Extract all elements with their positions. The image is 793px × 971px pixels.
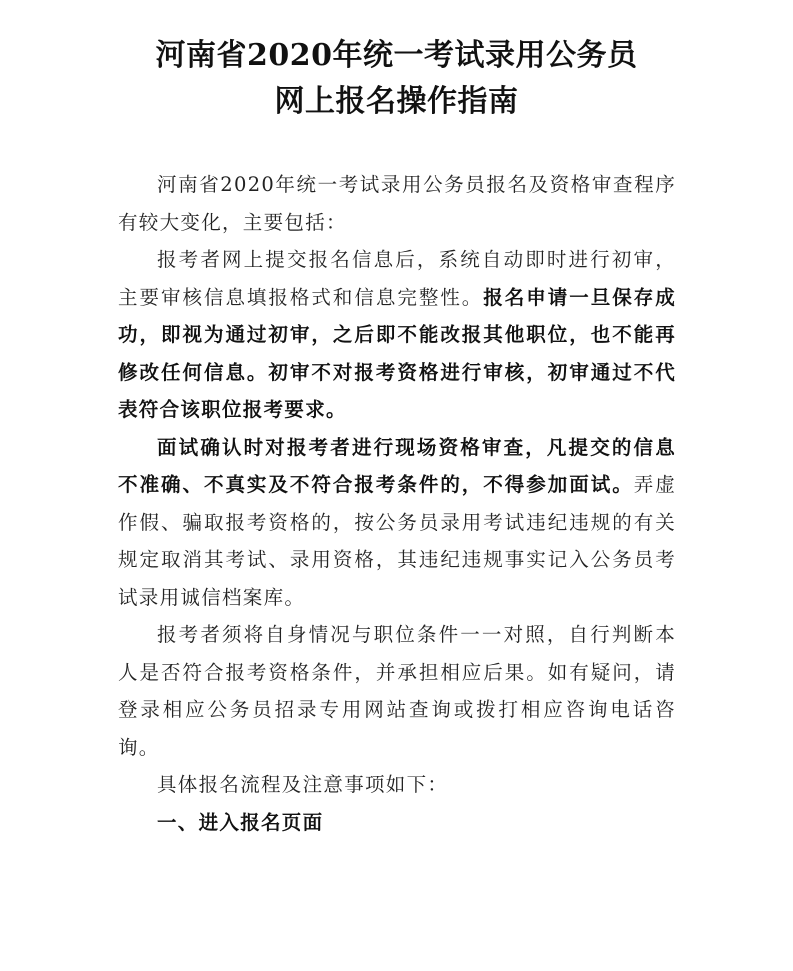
- process-intro-paragraph: 具体报名流程及注意事项如下：: [157, 773, 449, 796]
- fraud-penalty-text: 弄虚作假、骗取报考资格的，按公务员录用考试违纪违规的有关规定取消其考试、录用资格，其违纪违规事实记入公务员考试录用诚信档案库。: [118, 473, 676, 609]
- interview-review-paragraph: [118, 429, 676, 617]
- self-check-paragraph: 报考者须将自身情况与职位条件一一对照，自行判断本人是否符合报考资格条件，并承担相应后果。如有疑问，请登录相应公务员招录专用网站查询或拨打相应咨询电话咨询。: [118, 623, 676, 759]
- initial-review-paragraph: [118, 241, 676, 429]
- initial-review-warning: 报名申请一旦保存成功，即视为通过初审，之后即不能改报其他职位，也不能再修改任何信息。初审不对报考资格进行审核，初审通过不代表符合该职位报考要求。: [118, 285, 676, 421]
- section-heading-enter-registration: 一、进入报名页面: [157, 810, 324, 834]
- initial-review-text: 报考者网上提交报名信息后，系统自动即时进行初审，主要审核信息填报格式和信息完整性。: [118, 248, 676, 309]
- document-body: [118, 166, 676, 841]
- document-title-line2: 网上报名操作指南: [274, 84, 519, 119]
- interview-review-warning: 面试确认时对报考者进行现场资格审查，凡提交的信息不准确、不真实及不符合报考条件的，不得参加面试。: [118, 435, 676, 496]
- document-title-line1: 河南省2020年统一考试录用公务员: [155, 38, 638, 73]
- intro-paragraph: 河南省2020年统一考试录用公务员报名及资格审查程序有较大变化，主要包括：: [118, 173, 676, 234]
